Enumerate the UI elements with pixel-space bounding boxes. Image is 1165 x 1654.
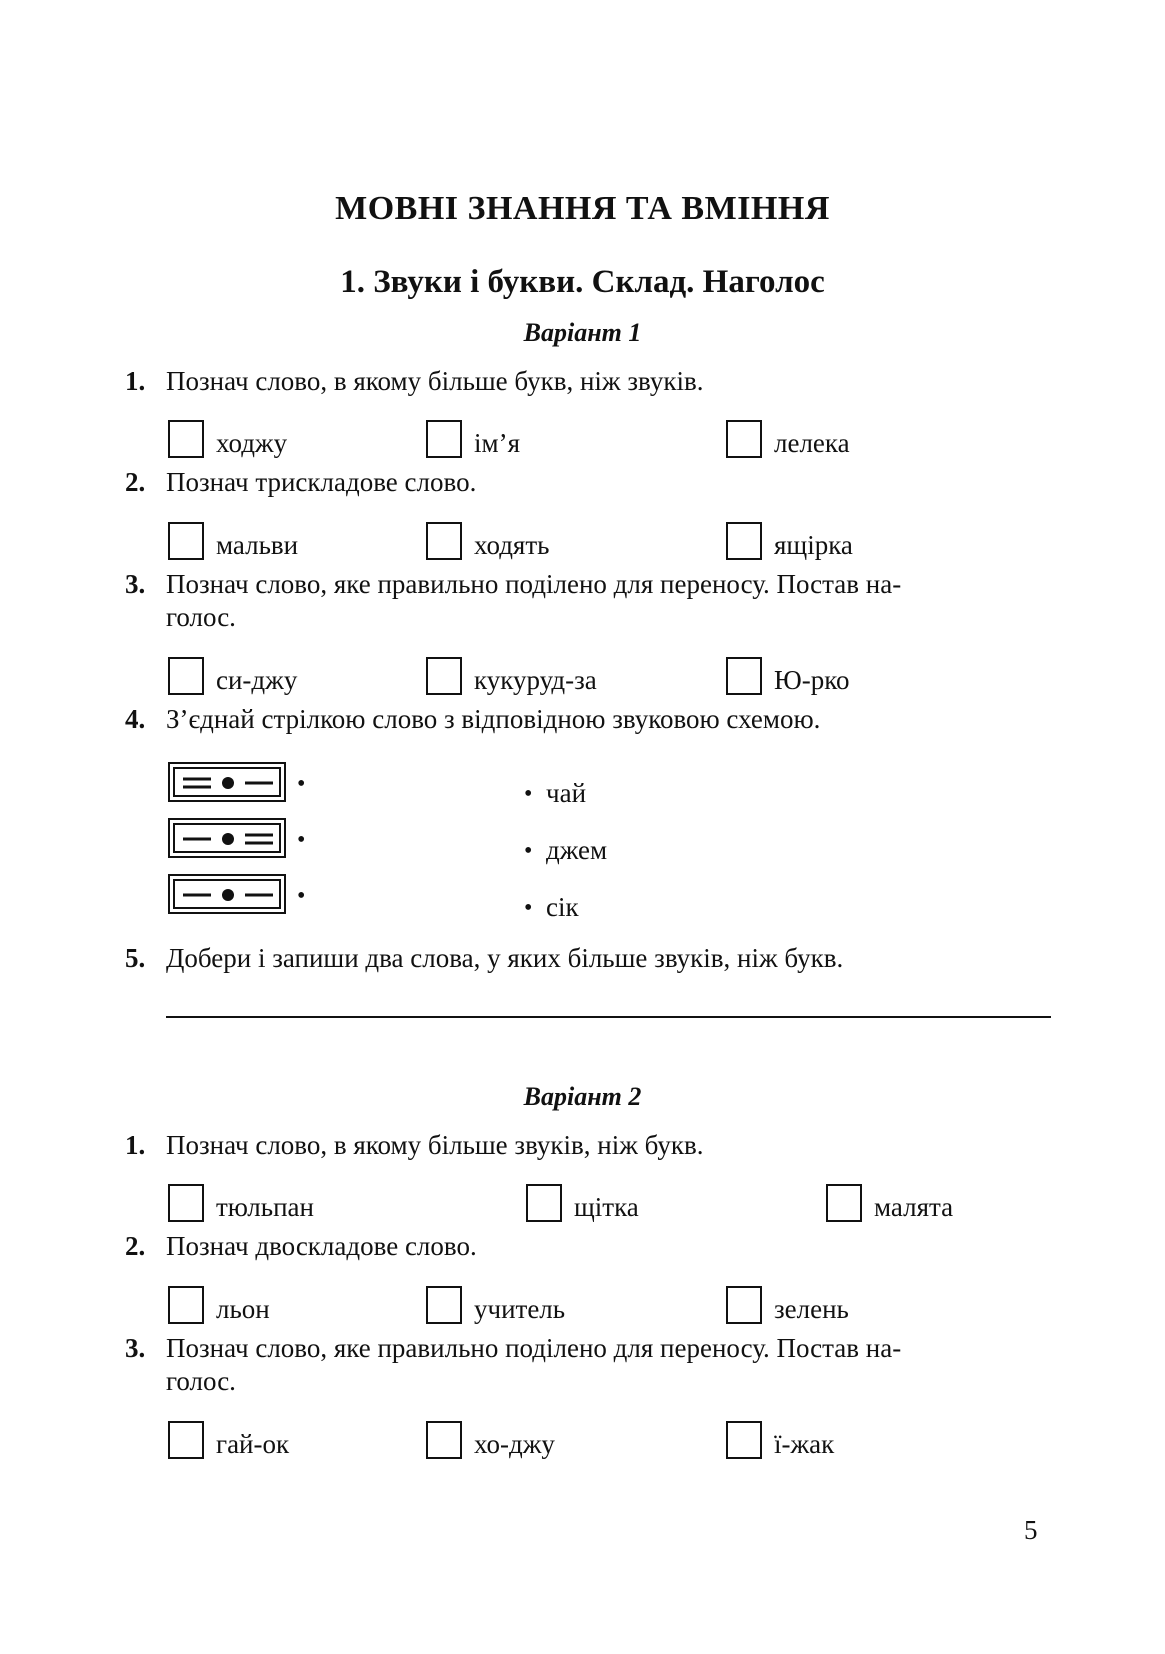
sound-scheme: [168, 874, 286, 914]
question-number: 2.: [125, 467, 146, 497]
option-label: учитель: [474, 1294, 566, 1324]
variant-1-heading: Варіант 1: [523, 318, 642, 347]
scheme-diagram: [175, 881, 281, 909]
question-text: Познач слово, в якому більше букв, ніж звуків.: [166, 366, 704, 396]
checkbox[interactable]: [726, 657, 762, 695]
option-label: хо-джу: [474, 1429, 555, 1459]
match-word: джем: [546, 835, 608, 865]
checkbox[interactable]: [426, 1421, 462, 1459]
page-number: 5: [1024, 1515, 1038, 1545]
connector-dot[interactable]: •: [297, 827, 306, 853]
checkbox[interactable]: [168, 1286, 204, 1324]
topic-title: 1. Звуки і букви. Склад. Наголос: [340, 264, 825, 300]
checkbox[interactable]: [426, 420, 462, 458]
checkbox[interactable]: [826, 1184, 862, 1222]
option-label: льон: [216, 1294, 270, 1324]
checkbox[interactable]: [726, 522, 762, 560]
option-label: ходжу: [216, 428, 288, 458]
question-text: Добери і запиши два слова, у яких більше звуків, ніж букв.: [166, 943, 844, 973]
option-label: ящірка: [774, 530, 853, 560]
option-label: си-джу: [216, 665, 298, 695]
checkbox[interactable]: [168, 657, 204, 695]
checkbox[interactable]: [426, 522, 462, 560]
option-label: ї-жак: [774, 1429, 835, 1459]
option-label: зелень: [774, 1294, 849, 1324]
checkbox[interactable]: [426, 1286, 462, 1324]
option-label: щітка: [574, 1192, 639, 1222]
connector-dot[interactable]: •: [297, 771, 306, 797]
checkbox[interactable]: [726, 1421, 762, 1459]
checkbox[interactable]: [526, 1184, 562, 1222]
option-label: кукуруд-за: [474, 665, 597, 695]
question-number: 3.: [125, 569, 146, 599]
checkbox[interactable]: [426, 657, 462, 695]
sound-scheme: [168, 818, 286, 858]
question-text-continuation: голос.: [166, 602, 236, 632]
scheme-diagram: [175, 769, 281, 797]
option-label: малята: [874, 1192, 954, 1222]
question-text: Познач двоскладове слово.: [166, 1231, 477, 1261]
question-text: Познач слово, яке правильно поділено для переносу. Постав на-: [166, 569, 902, 599]
answer-line[interactable]: [166, 1016, 1051, 1018]
question-number: 2.: [125, 1231, 146, 1261]
connector-dot[interactable]: •: [524, 838, 533, 864]
checkbox[interactable]: [168, 522, 204, 560]
match-word: чай: [546, 778, 587, 808]
checkbox[interactable]: [168, 1421, 204, 1459]
question-number: 5.: [125, 943, 146, 973]
option-label: лелека: [774, 428, 850, 458]
sound-scheme: [168, 762, 286, 802]
section-title: МОВНІ ЗНАННЯ ТА ВМІННЯ: [335, 190, 830, 227]
variant-2-heading: Варіант 2: [523, 1082, 642, 1111]
connector-dot[interactable]: •: [297, 883, 306, 909]
option-label: гай-ок: [216, 1429, 290, 1459]
connector-dot[interactable]: •: [524, 895, 533, 921]
question-text: Познач слово, в якому більше звуків, ніж букв.: [166, 1130, 704, 1160]
question-text: Познач слово, яке правильно поділено для переносу. Постав на-: [166, 1333, 902, 1363]
connector-dot[interactable]: •: [524, 781, 533, 807]
checkbox[interactable]: [168, 1184, 204, 1222]
option-label: мальви: [216, 530, 299, 560]
option-label: ходять: [474, 530, 550, 560]
question-number: 4.: [125, 704, 146, 734]
checkbox[interactable]: [168, 420, 204, 458]
checkbox[interactable]: [726, 420, 762, 458]
checkbox[interactable]: [726, 1286, 762, 1324]
option-label: Ю-рко: [774, 665, 850, 695]
question-text-continuation: голос.: [166, 1366, 236, 1396]
scheme-diagram: [175, 825, 281, 853]
question-text: Познач трискладове слово.: [166, 467, 477, 497]
question-number: 1.: [125, 1130, 146, 1160]
option-label: тюльпан: [216, 1192, 314, 1222]
question-number: 1.: [125, 366, 146, 396]
question-text: З’єднай стрілкою слово з відповідною звуковою схемою.: [166, 704, 821, 734]
question-number: 3.: [125, 1333, 146, 1363]
option-label: ім’я: [474, 428, 520, 458]
match-word: сік: [546, 892, 579, 922]
